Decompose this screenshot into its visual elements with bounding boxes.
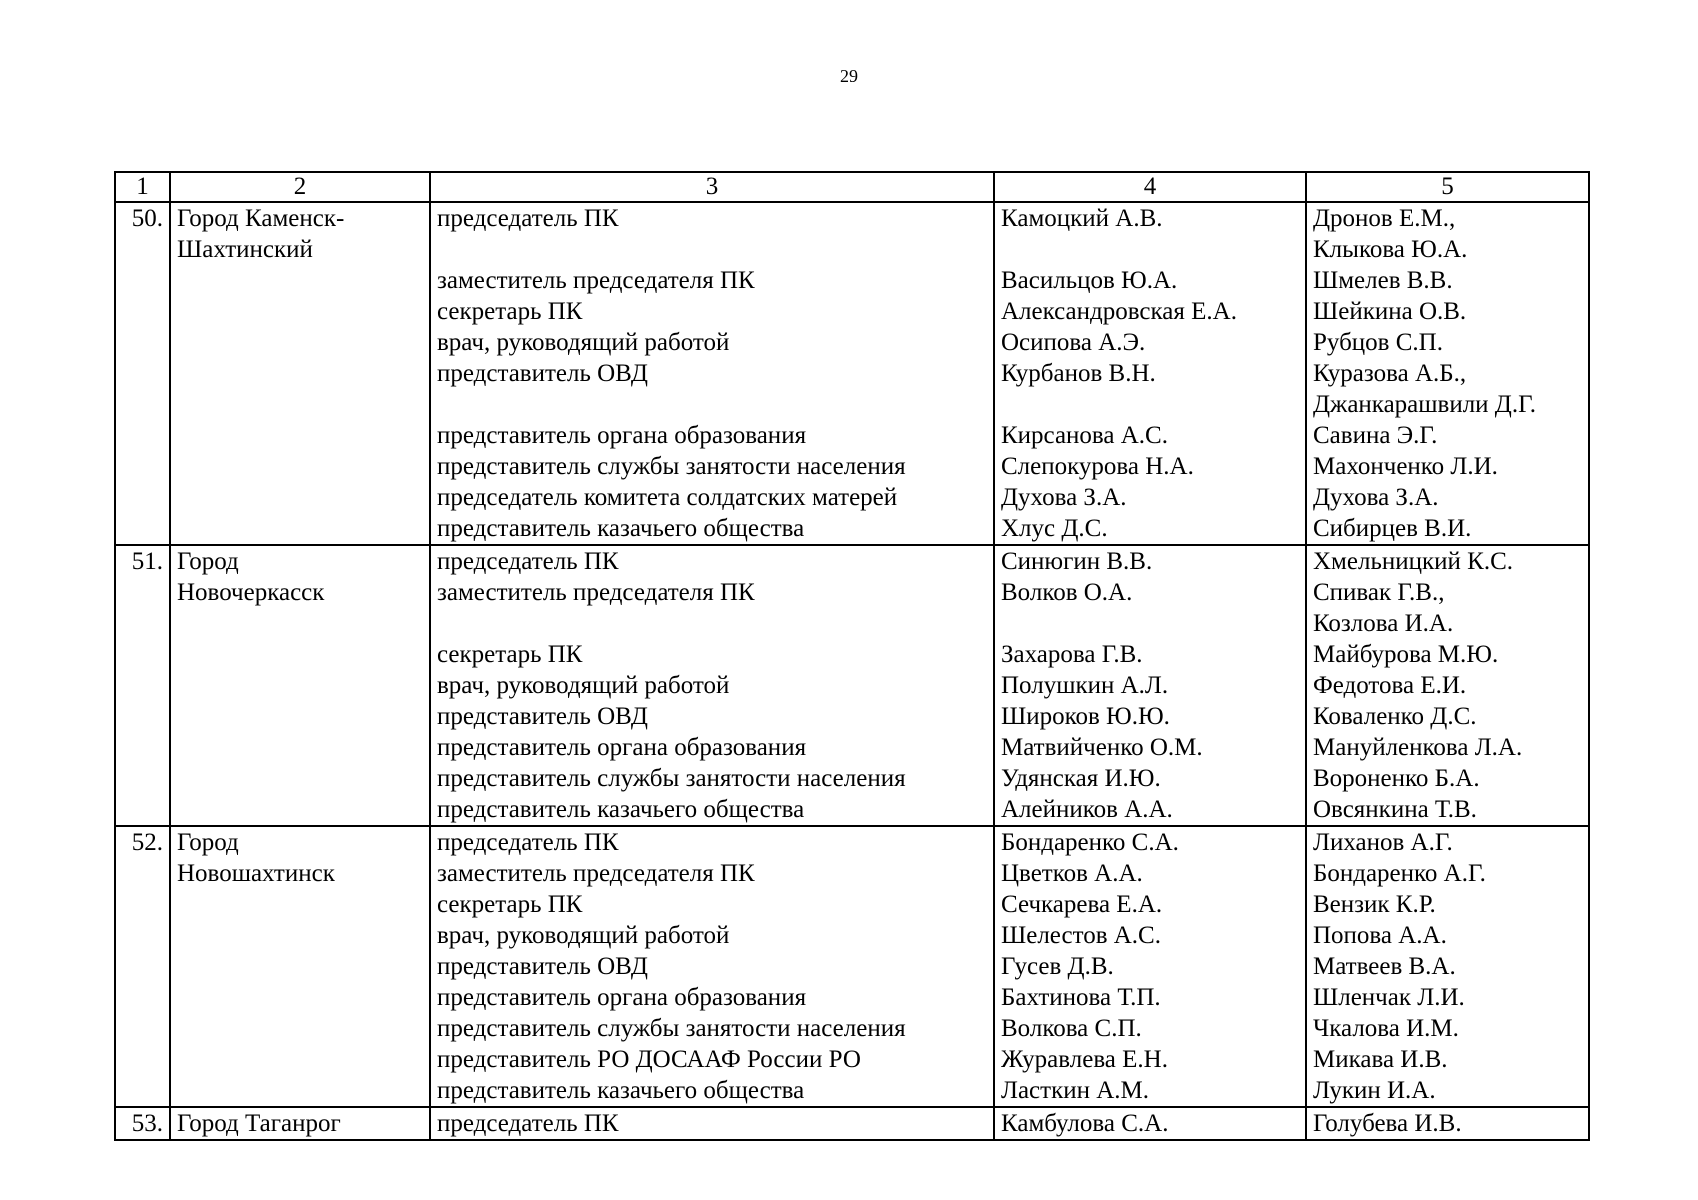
page-number: 29 bbox=[840, 66, 858, 86]
position-title: председатель комитета солдатских матерей bbox=[430, 482, 994, 513]
commission-table bbox=[114, 171, 1590, 1141]
municipality-name bbox=[170, 420, 430, 451]
municipality-name bbox=[170, 608, 430, 639]
member-name: Сечкарева Е.А. bbox=[994, 889, 1306, 920]
row-number bbox=[115, 1013, 170, 1044]
position-title: представитель органа образования bbox=[430, 732, 994, 763]
municipality-name bbox=[170, 327, 430, 358]
table-row bbox=[115, 1075, 1589, 1107]
member-name: Цветков А.А. bbox=[994, 858, 1306, 889]
row-number bbox=[115, 482, 170, 513]
position-title: врач, руководящий работой bbox=[430, 327, 994, 358]
row-number: 53. bbox=[115, 1107, 170, 1140]
member-name: Александровская Е.А. bbox=[994, 296, 1306, 327]
municipality-name: Город Каменск- bbox=[170, 202, 430, 234]
member-name: Удянская И.Ю. bbox=[994, 763, 1306, 794]
table-row bbox=[115, 920, 1589, 951]
row-number bbox=[115, 451, 170, 482]
reserve-member-name: Мануйленкова Л.А. bbox=[1306, 732, 1589, 763]
row-number bbox=[115, 858, 170, 889]
member-name bbox=[994, 234, 1306, 265]
reserve-member-name: Микава И.В. bbox=[1306, 1044, 1589, 1075]
table-row bbox=[115, 296, 1589, 327]
member-name: Журавлева Е.Н. bbox=[994, 1044, 1306, 1075]
reserve-member-name: Дронов Е.М., bbox=[1306, 202, 1589, 234]
column-header-2: 2 bbox=[170, 172, 430, 202]
position-title: представитель органа образования bbox=[430, 982, 994, 1013]
member-name: Камоцкий А.В. bbox=[994, 202, 1306, 234]
member-name: Камбулова С.А. bbox=[994, 1107, 1306, 1140]
municipality-name bbox=[170, 794, 430, 826]
table-row bbox=[115, 420, 1589, 451]
table-row bbox=[115, 732, 1589, 763]
table-row bbox=[115, 1044, 1589, 1075]
member-name: Полушкин А.Л. bbox=[994, 670, 1306, 701]
municipality-name bbox=[170, 920, 430, 951]
member-name: Волков О.А. bbox=[994, 577, 1306, 608]
reserve-member-name: Вензик К.Р. bbox=[1306, 889, 1589, 920]
position-title: председатель ПК bbox=[430, 826, 994, 858]
row-number bbox=[115, 794, 170, 826]
position-title: представитель казачьего общества bbox=[430, 513, 994, 545]
municipality-name bbox=[170, 889, 430, 920]
reserve-member-name: Клыкова Ю.А. bbox=[1306, 234, 1589, 265]
municipality-name bbox=[170, 451, 430, 482]
position-title: представитель службы занятости населения bbox=[430, 763, 994, 794]
member-name: Волкова С.П. bbox=[994, 1013, 1306, 1044]
row-number bbox=[115, 920, 170, 951]
reserve-member-name: Шленчак Л.И. bbox=[1306, 982, 1589, 1013]
position-title: представитель ОВД bbox=[430, 951, 994, 982]
table-row bbox=[115, 826, 1589, 858]
column-number-row bbox=[115, 172, 1589, 202]
municipality-name: Город Таганрог bbox=[170, 1107, 430, 1140]
member-name: Слепокурова Н.А. bbox=[994, 451, 1306, 482]
reserve-member-name: Чкалова И.М. bbox=[1306, 1013, 1589, 1044]
reserve-member-name: Савина Э.Г. bbox=[1306, 420, 1589, 451]
table-row bbox=[115, 639, 1589, 670]
column-header-1: 1 bbox=[115, 172, 170, 202]
table-row bbox=[115, 451, 1589, 482]
member-name: Хлус Д.С. bbox=[994, 513, 1306, 545]
municipality-name: Новочеркасск bbox=[170, 577, 430, 608]
reserve-member-name: Майбурова М.Ю. bbox=[1306, 639, 1589, 670]
municipality-name: Город bbox=[170, 545, 430, 577]
position-title: председатель ПК bbox=[430, 545, 994, 577]
reserve-member-name: Рубцов С.П. bbox=[1306, 327, 1589, 358]
member-name: Захарова Г.В. bbox=[994, 639, 1306, 670]
table-row bbox=[115, 608, 1589, 639]
reserve-member-name: Шейкина О.В. bbox=[1306, 296, 1589, 327]
table-row bbox=[115, 982, 1589, 1013]
member-name: Курбанов В.Н. bbox=[994, 358, 1306, 389]
row-number bbox=[115, 358, 170, 389]
row-number: 50. bbox=[115, 202, 170, 234]
member-name: Шелестов А.С. bbox=[994, 920, 1306, 951]
table-row bbox=[115, 265, 1589, 296]
row-number: 51. bbox=[115, 545, 170, 577]
municipality-name bbox=[170, 358, 430, 389]
municipality-name bbox=[170, 1044, 430, 1075]
table-row bbox=[115, 327, 1589, 358]
municipality-name bbox=[170, 513, 430, 545]
row-number bbox=[115, 513, 170, 545]
position-title: председатель ПК bbox=[430, 1107, 994, 1140]
municipality-name bbox=[170, 1075, 430, 1107]
table-row bbox=[115, 234, 1589, 265]
row-number bbox=[115, 577, 170, 608]
reserve-member-name: Спивак Г.В., bbox=[1306, 577, 1589, 608]
position-title: секретарь ПК bbox=[430, 639, 994, 670]
municipality-name bbox=[170, 482, 430, 513]
row-number bbox=[115, 234, 170, 265]
position-title: представитель органа образования bbox=[430, 420, 994, 451]
reserve-member-name: Овсянкина Т.В. bbox=[1306, 794, 1589, 826]
member-name: Васильцов Ю.А. bbox=[994, 265, 1306, 296]
table-row bbox=[115, 763, 1589, 794]
municipality-name bbox=[170, 732, 430, 763]
reserve-member-name: Лукин И.А. bbox=[1306, 1075, 1589, 1107]
reserve-member-name: Хмельницкий К.С. bbox=[1306, 545, 1589, 577]
municipality-name bbox=[170, 701, 430, 732]
row-number bbox=[115, 763, 170, 794]
member-name: Алейников А.А. bbox=[994, 794, 1306, 826]
position-title: представитель казачьего общества bbox=[430, 1075, 994, 1107]
municipality-name: Новошахтинск bbox=[170, 858, 430, 889]
reserve-member-name: Матвеев В.А. bbox=[1306, 951, 1589, 982]
municipality-name bbox=[170, 763, 430, 794]
position-title: секретарь ПК bbox=[430, 296, 994, 327]
row-number bbox=[115, 889, 170, 920]
member-name: Кирсанова А.С. bbox=[994, 420, 1306, 451]
member-name bbox=[994, 608, 1306, 639]
reserve-member-name: Бондаренко А.Г. bbox=[1306, 858, 1589, 889]
row-number bbox=[115, 951, 170, 982]
position-title: представитель казачьего общества bbox=[430, 794, 994, 826]
row-number bbox=[115, 982, 170, 1013]
municipality-name bbox=[170, 639, 430, 670]
municipality-name bbox=[170, 296, 430, 327]
member-name: Ласткин А.М. bbox=[994, 1075, 1306, 1107]
row-number bbox=[115, 1075, 170, 1107]
reserve-member-name: Попова А.А. bbox=[1306, 920, 1589, 951]
row-number bbox=[115, 701, 170, 732]
municipality-name bbox=[170, 265, 430, 296]
table-row bbox=[115, 389, 1589, 420]
municipality-name bbox=[170, 951, 430, 982]
position-title bbox=[430, 234, 994, 265]
position-title: врач, руководящий работой bbox=[430, 920, 994, 951]
table-row bbox=[115, 858, 1589, 889]
table-row bbox=[115, 1013, 1589, 1044]
row-number bbox=[115, 670, 170, 701]
row-number bbox=[115, 608, 170, 639]
reserve-member-name: Джанкарашвили Д.Г. bbox=[1306, 389, 1589, 420]
municipality-name bbox=[170, 670, 430, 701]
member-name bbox=[994, 389, 1306, 420]
table-row bbox=[115, 358, 1589, 389]
row-number bbox=[115, 420, 170, 451]
municipality-name bbox=[170, 982, 430, 1013]
reserve-member-name: Сибирцев В.И. bbox=[1306, 513, 1589, 545]
table-row bbox=[115, 202, 1589, 234]
position-title: представитель ОВД bbox=[430, 701, 994, 732]
member-name: Бондаренко С.А. bbox=[994, 826, 1306, 858]
column-header-3: 3 bbox=[430, 172, 994, 202]
table-row bbox=[115, 670, 1589, 701]
member-name: Матвийченко О.М. bbox=[994, 732, 1306, 763]
member-name: Осипова А.Э. bbox=[994, 327, 1306, 358]
row-number bbox=[115, 327, 170, 358]
municipality-name: Шахтинский bbox=[170, 234, 430, 265]
position-title: представитель РО ДОСААФ России РО bbox=[430, 1044, 994, 1075]
municipality-name: Город bbox=[170, 826, 430, 858]
row-number bbox=[115, 732, 170, 763]
row-number bbox=[115, 265, 170, 296]
member-name: Синюгин В.В. bbox=[994, 545, 1306, 577]
municipality-name bbox=[170, 389, 430, 420]
municipality-name bbox=[170, 1013, 430, 1044]
member-name: Широков Ю.Ю. bbox=[994, 701, 1306, 732]
position-title: заместитель председателя ПК bbox=[430, 265, 994, 296]
position-title: представитель ОВД bbox=[430, 358, 994, 389]
reserve-member-name: Лиханов А.Г. bbox=[1306, 826, 1589, 858]
table-row bbox=[115, 951, 1589, 982]
position-title: заместитель председателя ПК bbox=[430, 577, 994, 608]
position-title: представитель службы занятости населения bbox=[430, 1013, 994, 1044]
member-name: Духова З.А. bbox=[994, 482, 1306, 513]
table-body bbox=[115, 172, 1589, 1140]
reserve-member-name: Голубева И.В. bbox=[1306, 1107, 1589, 1140]
reserve-member-name: Махонченко Л.И. bbox=[1306, 451, 1589, 482]
row-number bbox=[115, 1044, 170, 1075]
row-number bbox=[115, 639, 170, 670]
reserve-member-name: Коваленко Д.С. bbox=[1306, 701, 1589, 732]
position-title bbox=[430, 608, 994, 639]
table-row bbox=[115, 889, 1589, 920]
reserve-member-name: Федотова Е.И. bbox=[1306, 670, 1589, 701]
reserve-member-name: Вороненко Б.А. bbox=[1306, 763, 1589, 794]
member-name: Гусев Д.В. bbox=[994, 951, 1306, 982]
row-number bbox=[115, 389, 170, 420]
position-title: секретарь ПК bbox=[430, 889, 994, 920]
reserve-member-name: Козлова И.А. bbox=[1306, 608, 1589, 639]
table-row bbox=[115, 482, 1589, 513]
reserve-member-name: Духова З.А. bbox=[1306, 482, 1589, 513]
table-row bbox=[115, 1107, 1589, 1140]
position-title: заместитель председателя ПК bbox=[430, 858, 994, 889]
table-row bbox=[115, 513, 1589, 545]
column-header-4: 4 bbox=[994, 172, 1306, 202]
table-row bbox=[115, 701, 1589, 732]
table-row bbox=[115, 577, 1589, 608]
row-number: 52. bbox=[115, 826, 170, 858]
position-title: представитель службы занятости населения bbox=[430, 451, 994, 482]
column-header-5: 5 bbox=[1306, 172, 1589, 202]
member-name: Бахтинова Т.П. bbox=[994, 982, 1306, 1013]
table-row bbox=[115, 794, 1589, 826]
position-title bbox=[430, 389, 994, 420]
table-row bbox=[115, 545, 1589, 577]
reserve-member-name: Куразова А.Б., bbox=[1306, 358, 1589, 389]
position-title: врач, руководящий работой bbox=[430, 670, 994, 701]
position-title: председатель ПК bbox=[430, 202, 994, 234]
row-number bbox=[115, 296, 170, 327]
reserve-member-name: Шмелев В.В. bbox=[1306, 265, 1589, 296]
